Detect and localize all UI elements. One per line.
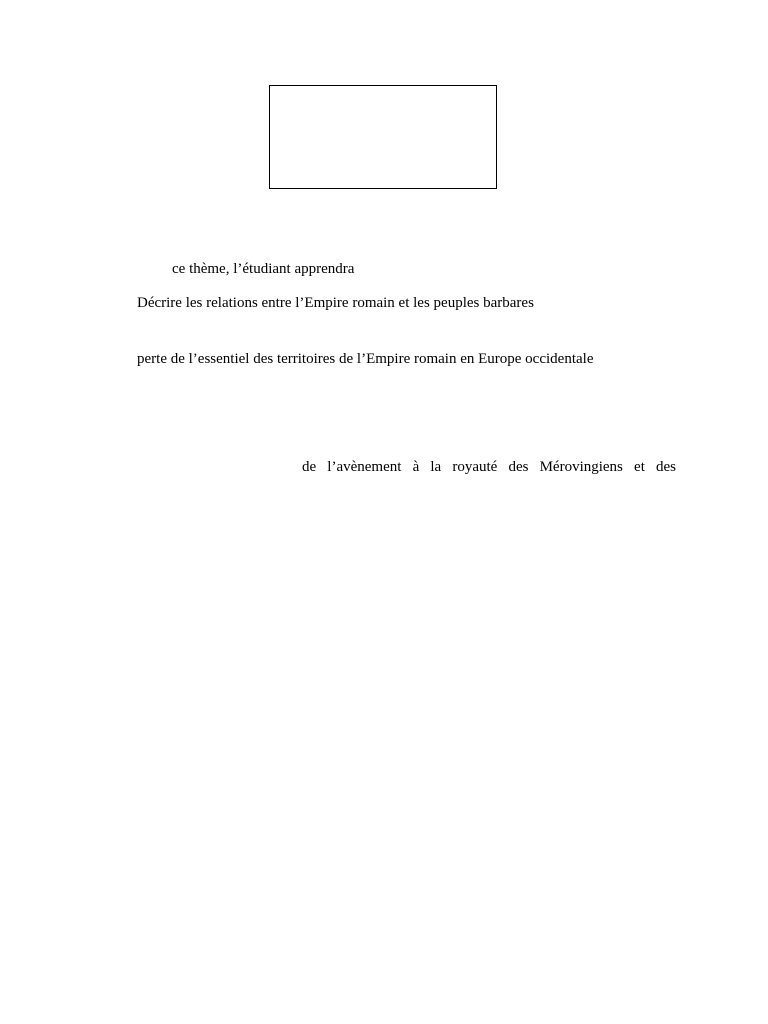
text-line-1: ce thème, l’étudiant apprendra: [172, 261, 355, 277]
empty-text-frame: [269, 85, 497, 189]
text-line-2: Décrire les relations entre l’Empire romain et les peuples barbares: [137, 295, 534, 311]
text-line-4: de l’avènement à la royauté des Mérovingiens et des: [302, 459, 676, 475]
text-line-3: perte de l’essentiel des territoires de l’Empire romain en Europe occidentale: [137, 351, 594, 367]
